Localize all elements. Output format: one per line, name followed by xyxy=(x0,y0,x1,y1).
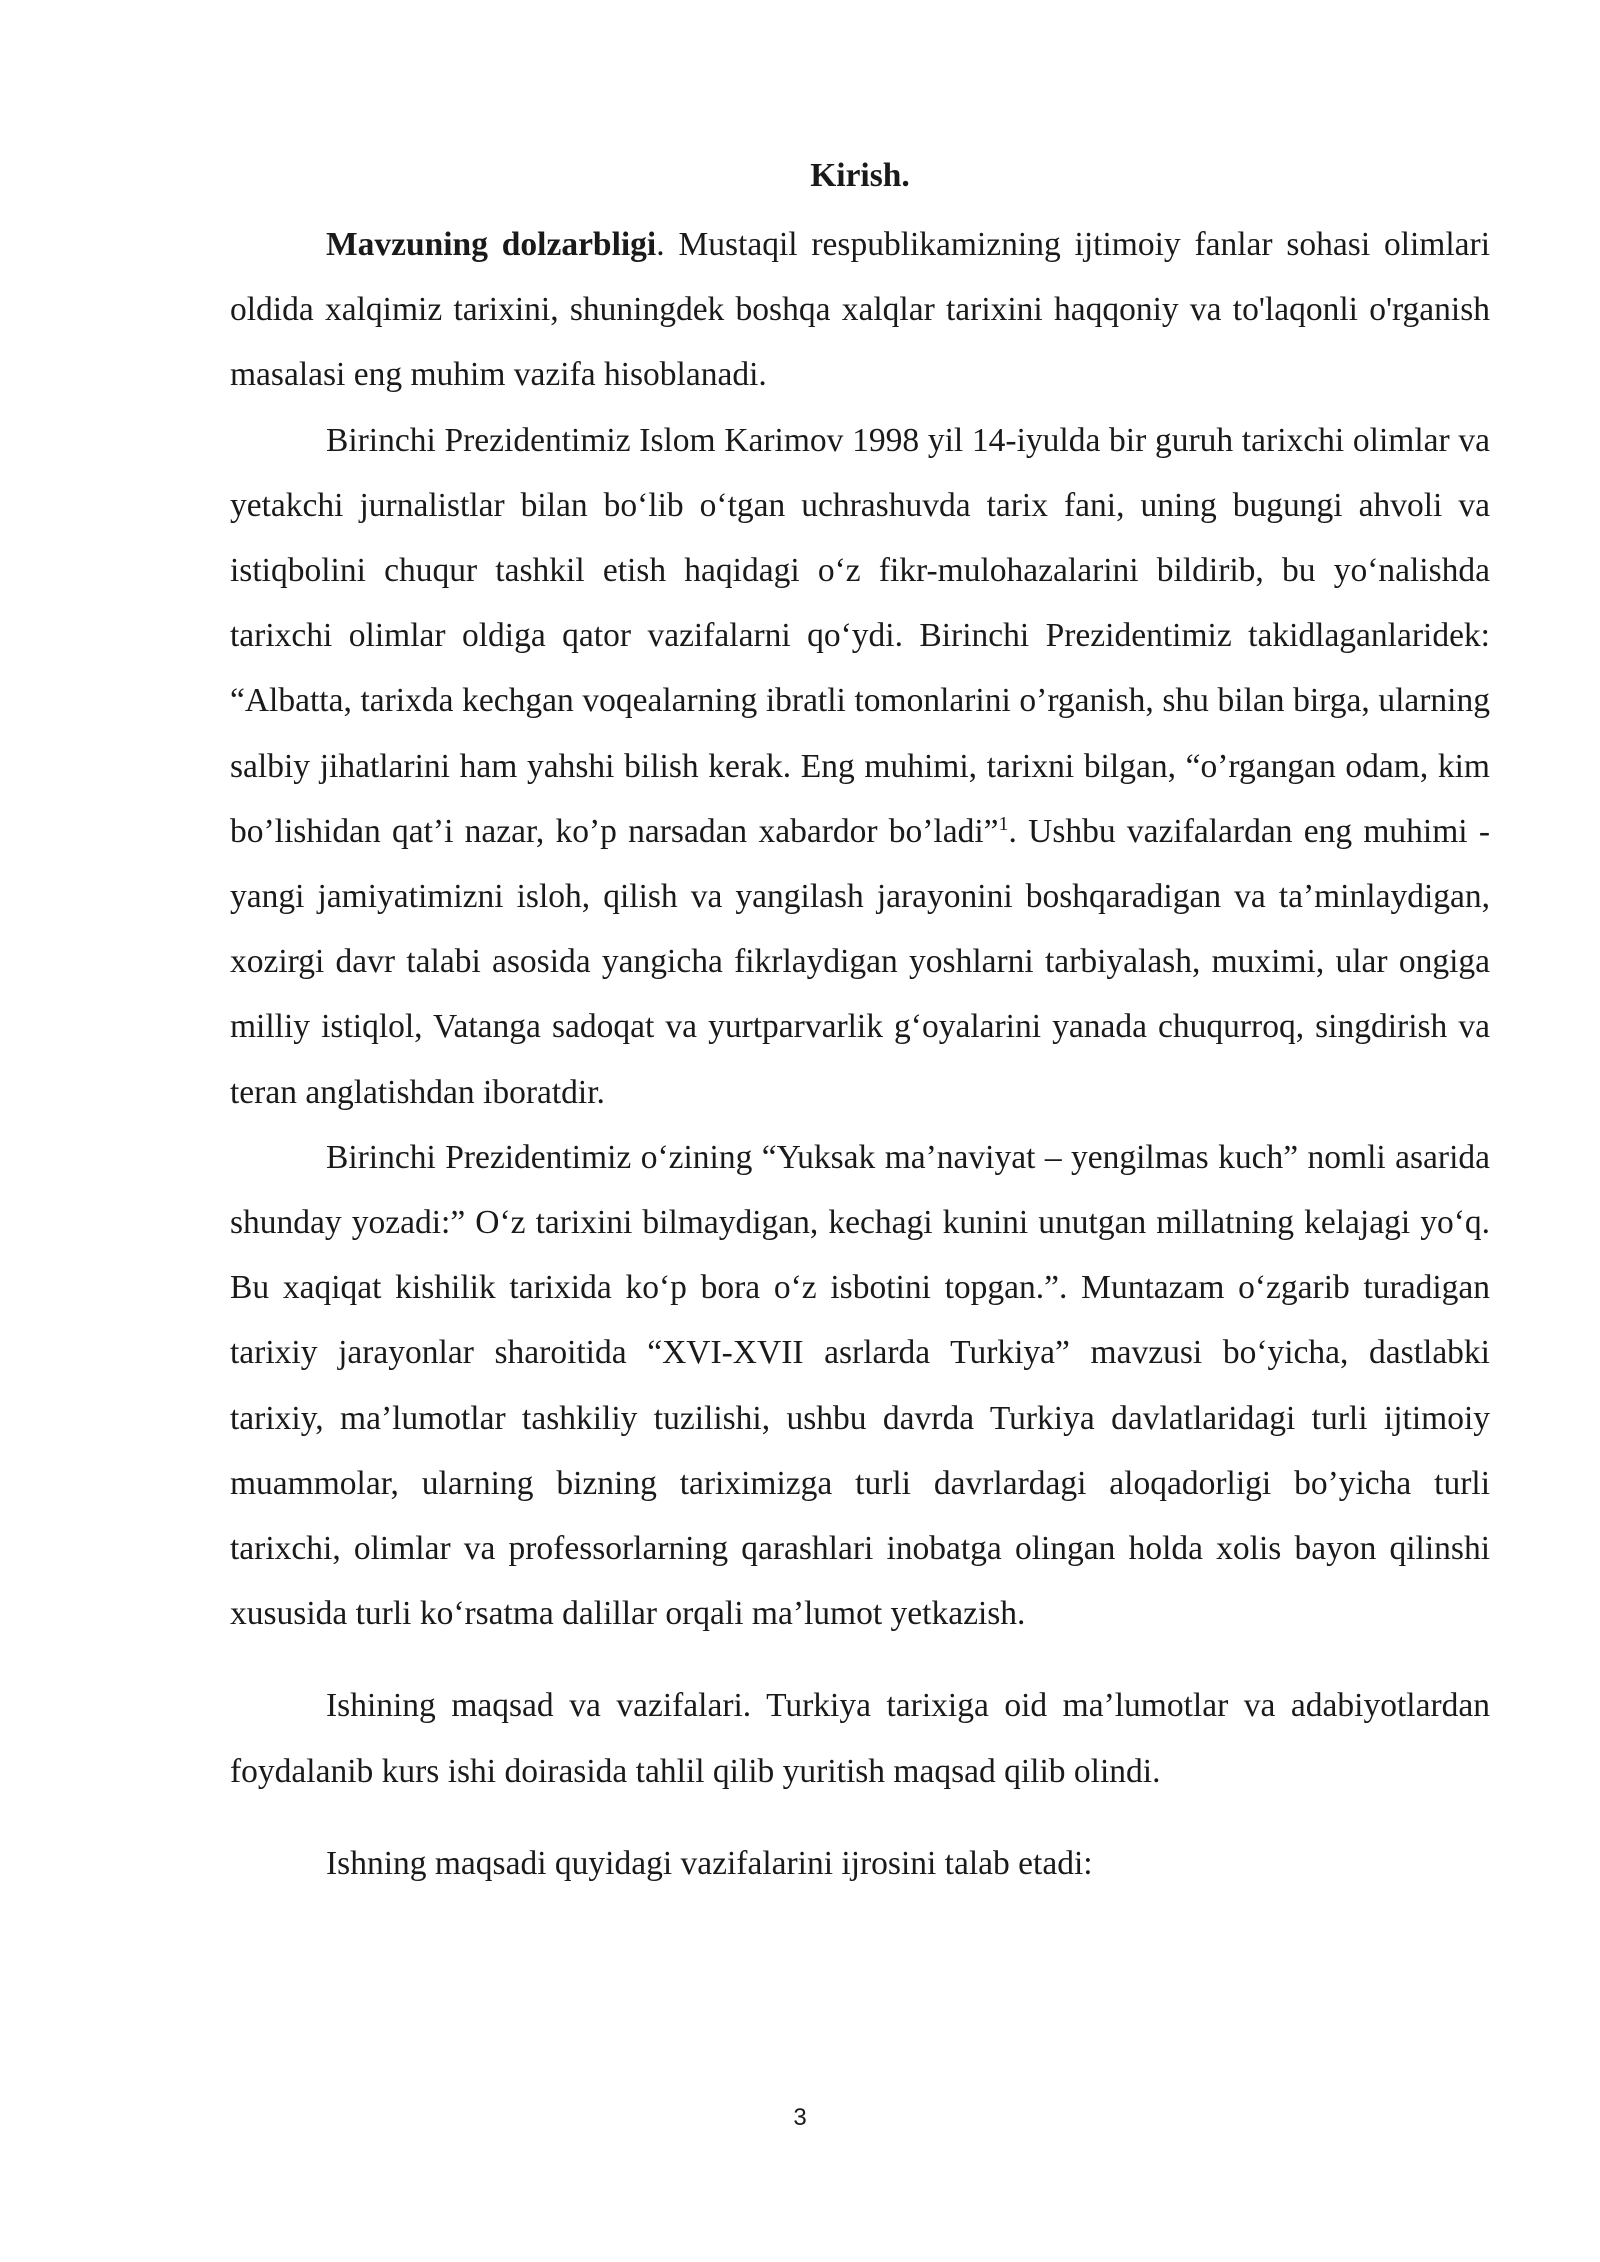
paragraph-tasks-intro: Ishning maqsadi quyidagi vazifalarini ijrosini talab etadi: xyxy=(326,1844,1093,1882)
document-page xyxy=(230,148,1490,1896)
paragraph-relevance xyxy=(230,212,1490,408)
paragraph-president-meeting xyxy=(230,408,1490,1125)
president-meeting-text-b: . Ushbu vazifalardan eng muhimi - yangi jamiyatimizni isloh, qilish va yangilash jarayonini boshqaradigan va ta’minlaydigan, xozirgi davr talabi asosida yangicha fikrlaydigan yoshlarni tarbiyalash, muximi, ular ongiga milliy istiqlol, Vatanga sadoqat va yurtparvarlik g‘oyalarini yanada chuqurroq, singdirish va teran anglatishdan iboratdir. xyxy=(230,812,1490,1111)
paragraph-goals: Ishining maqsad va vazifalari. Turkiya tarixiga oid ma’lumotlar va adabiyotlardan foydalanib kurs ishi doirasida tahlil qilib yuritish maqsad qilib olindi. xyxy=(230,1687,1490,1790)
president-meeting-text-a: Birinchi Prezidentimiz Islom Karimov 1998 yil 14-iyulda bir guruh tarixchi olimlar va yetakchi jurnalistlar bilan bo‘lib o‘tgan uchrashuvda tarix fani, uning bugungi ahvoli va istiqbolini chuqur tashkil etish haqidagi o‘z fikr-mulohazalarini bildirib, bu yo‘nalishda tarixchi olimlar oldiga qator vazifalarni qo‘ydi. Birinchi Prezidentimiz takidlaganlaridek: “Albatta, tarixda kechgan voqealarning ibratli tomonlarini o’rganish, shu bilan birga, ularning salbiy jihatlarini ham yahshi bilish kerak. Eng muhimi, tarixni bilgan, “o’rgangan odam, kim bo’lishidan qat’i nazar, ko’p narsadan xabardor bo’ladi” xyxy=(230,421,1490,850)
footnote-reference[interactable]: 1 xyxy=(998,812,1009,835)
relevance-heading: Mavzuning dolzarbligi xyxy=(326,226,657,263)
paragraph-spirituality: Birinchi Prezidentimiz o‘zining “Yuksak ma’naviyat – yengilmas kuch” nomli asarida shunday yozadi:” O‘z tarixini bilmaydigan, kechagi kunini unutgan millatning kelajagi yo‘q. Bu xaqiqat kishilik tarixida ko‘p bora o‘z isbotini topgan.”. Muntazam o‘zgarib turadigan tarixiy jarayonlar sharoitida “XVI-XVII asrlarda Turkiya” mavzusi bo‘yicha, dastlabki tarixiy, ma’lumotlar tashkiliy tuzilishi, ushbu davrda Turkiya davlatlaridagi turli ijtimoiy muammolar, ularning bizning tariximizga turli davrlardagi aloqadorligi bo’yicha turli tarixchi, olimlar va professorlarning qarashlari inobatga olingan holda xolis bayon qilinshi xususida turli ko‘rsatma dalillar orqali ma’lumot yetkazish. xyxy=(230,1138,1490,1633)
relevance-text: . Mustaqil respublikamizning ijtimoiy fanlar sohasi olimlari oldida xalqimiz tarixini, shuningdek boshqa xalqlar tarixini haqqoniy va to'laqonli o'rganish masalasi eng muhim vazifa hisoblanadi. xyxy=(230,226,1491,394)
page-number: 3 xyxy=(793,2104,807,2131)
section-title: Kirish. xyxy=(810,157,910,194)
